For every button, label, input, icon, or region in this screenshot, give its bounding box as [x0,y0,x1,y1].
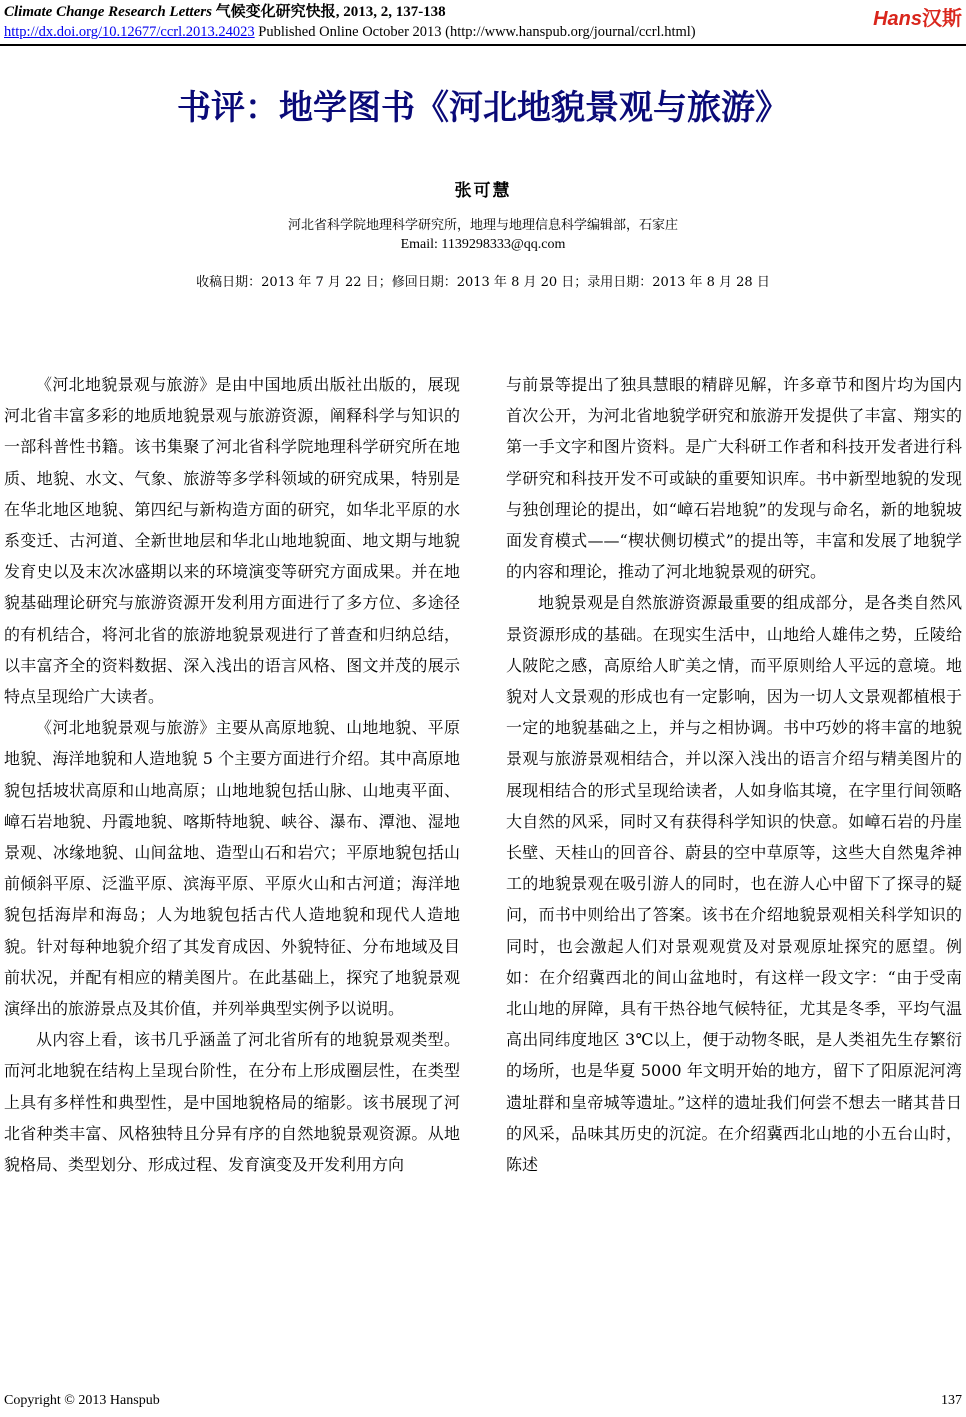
paragraph-continued: 与前景等提出了独具慧眼的精辟见解，许多章节和图片均为国内首次公开，为河北省地貌学研究和旅游开发提供了丰富、翔实的第一手文字和图片资料。是广大科研工作者和科技开发者进行科学研究和科技开发不可或缺的重要知识库。书中新型地貌的发现与独创理论的提出，如“嶂石岩地貌”的发现与命名，新的地貌坡面发育模式——“楔状侧切模式”的提出等，丰富和发展了地貌学的内容和理论，推动了河北地貌景观的研究。 [506,375,962,582]
journal-name-cn: 气候变化研究快报 [215,4,336,20]
hanspub-logo [873,2,962,31]
paragraph: 从内容上看，该书几乎涵盖了河北省所有的地貌景观类型。而河北地貌在结构上呈现台阶性，在分布上形成圈层性，在类型上具有多样性和典型性，是中国地貌格局的缩影。该书展现了河北省种类丰富、风格独特且分异有序的自然地貌景观资源。从地貌格局、类型划分、形成过程、发育演变及开发利用方向 [4,1030,460,1175]
paragraph: 《河北地貌景观与旅游》主要从高原地貌、山地地貌、平原地貌、海洋地貌和人造地貌 5 个主要方面进行介绍。其中高原地貌包括坡状高原和山地高原；山地地貌包括山脉、山地夷平面、嶂石岩地貌、丹霞地貌、喀斯特地貌、峡谷、瀑布、潭池、湿地景观、冰缘地貌、山间盆地、造型山石和岩穴；平原地貌包括山前倾斜平原、泛滥平原、滨海平原、平原火山和古河道；海洋地貌包括海岸和海岛；人为地貌包括古代人造地貌和现代人造地貌。针对每种地貌介绍了其发育成因、外貌特征、分布地域及目前状况，并配有相应的精美图片。在此基础上，探究了地貌景观演绎出的旅游景点及其价值，并列举典型实例予以说明。 [4,718,460,1019]
page-number: 137 [941,1393,962,1408]
body-column-left [4,369,460,1180]
copyright: Copyright © 2013 Hanspub [4,1393,160,1408]
doi-link[interactable]: http://dx.doi.org/10.12677/ccrl.2013.24023 [4,24,255,40]
logo-cn: 汉斯 [922,8,962,30]
journal-issue: , 2013, 2, 137-138 [335,4,446,20]
journal-name-en: Climate Change Research Letters [4,4,212,20]
article-author: 张可慧 [454,181,512,201]
published-online: Published Online October 2013 (http://www.hanspub.org/journal/ccrl.html) [258,24,696,40]
article-title: 书评：地学图书《河北地貌景观与旅游》 [177,88,789,128]
logo-latin: Hans [873,8,922,30]
paragraph: 《河北地貌景观与旅游》是由中国地质出版社出版的，展现河北省丰富多彩的地质地貌景观与旅游资源，阐释科学与知识的一部科普性书籍。该书集聚了河北省科学院地理科学研究所在地质、地貌、水文、气象、旅游等多学科领域的研究成果，特别是在华北地区地貌、第四纪与新构造方面的研究，如华北平原的水系变迁、古河道、全新世地层和华北山地地貌面、地文期与地貌发育史以及末次冰盛期以来的环境演变等研究方面成果。并在地貌基础理论研究与旅游资源开发利用方面进行了多方位、多途径的有机结合，将河北省的旅游地貌景观进行了普查和归纳总结，以丰富齐全的资料数据、深入浅出的语言风格、图文并茂的展示特点呈现给广大读者。 [4,375,460,707]
paragraph: 地貌景观是自然旅游资源最重要的组成部分，是各类自然风景资源形成的基础。在现实生活中，山地给人雄伟之势，丘陵给人陂陀之感，高原给人旷美之情，而平原则给人平远的意境。地貌对人文景观的形成也有一定影响，因为一切人文景观都植根于一定的地貌基础之上，并与之相协调。书中巧妙的将丰富的地貌景观与旅游景观相结合，并以深入浅出的语言介绍与精美图片的展现相结合的形式呈现给读者，人如身临其境，在字里行间领略大自然的风采，同时又有获得科学知识的快意。如嶂石岩的丹崖长壁、天桂山的回音谷、蔚县的空中草原等，这些大自然鬼斧神工的地貌景观在吸引游人的同时，也在游人心中留下了探寻的疑问，而书中则给出了答案。该书在介绍地貌景观相关科学知识的同时，也会激起人们对景观观赏及对景观原址探究的愿望。例如：在介绍冀西北的间山盆地时，有这样一段文字：“由于受南北山地的屏障，具有干热谷地气候特征，尤其是冬季，平均气温高出同纬度地区 3℃以上，便于动物冬眠，是人类祖先生存繁衍的场所，也是华夏 5000 年文明开始的地方，留下了阳原泥河湾遗址群和皇帝城等遗址。”这样的遗址我们何尝不想去一睹其昔日的风采，品味其历史的沉淀。在介绍冀西北山地的小五台山时，陈述 [506,593,962,1175]
header-rule [0,44,966,46]
journal-citation [4,2,962,22]
author-affiliation: 河北省科学院地理科学研究所，地理与地理信息科学编辑部，石家庄 [287,218,678,233]
doi-line [4,22,962,42]
page-header [4,2,962,42]
article-dates: 收稿日期：2013 年 7 月 22 日；修回日期：2013 年 8 月 20 日；录用日期：2013 年 8 月 28 日 [196,275,770,290]
body-column-right [506,369,962,1180]
author-email: Email: 1139298333@qq.com [400,237,566,252]
